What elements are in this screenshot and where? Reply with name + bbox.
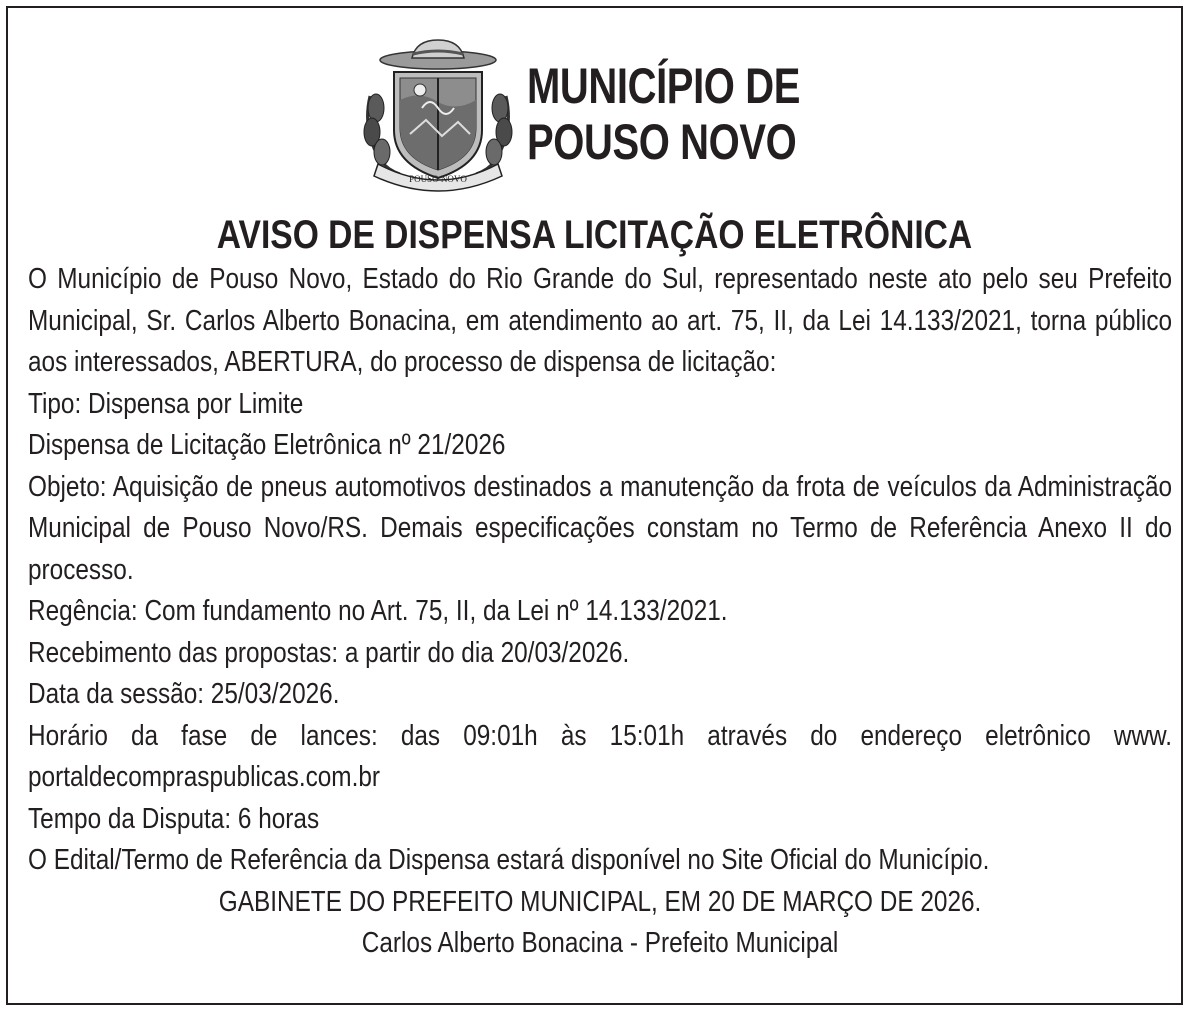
data-sessao-line: Data da sessão: 25/03/2026. [28, 678, 340, 710]
signature-line: Carlos Alberto Bonacina - Prefeito Municipal [361, 927, 839, 959]
numero-line: Dispensa de Licitação Eletrônica nº 21/2026 [28, 429, 506, 461]
notice-frame [6, 6, 1183, 1005]
intro-paragraph: O Município de Pouso Novo, Estado do Rio Grande do Sul, representado neste ato pelo seu Prefeito Municipal, Sr. Carlos Alberto Bonacina, em atendimento ao art. 75, II, da Lei 14.133/2021, torna público aos interessados, ABERTURA, do processo de dispensa de licitação: [28, 263, 1173, 378]
header [8, 8, 1181, 203]
municipal-crest-icon [360, 38, 516, 196]
notice-title: AVISO DE DISPENSA LICITAÇÃO ELETRÔNICA [216, 213, 973, 257]
recebimento-line: Recebimento das propostas: a partir do dia 20/03/2026. [28, 636, 630, 669]
horario-paragraph: Horário da fase de lances: das 09:01h às 15:01h através do endereço eletrônico www. portaldecompraspublicas.com.br [28, 719, 1173, 793]
gabinete-line: GABINETE DO PREFEITO MUNICIPAL, EM 20 DE MARÇO DE 2026. [218, 885, 982, 918]
tempo-line: Tempo da Disputa: 6 horas [28, 802, 320, 835]
municipality-line-1: MUNICÍPIO DE [527, 58, 800, 114]
regencia-line: Regência: Com fundamento no Art. 75, II, da Lei nº 14.133/2021. [28, 595, 728, 627]
tipo-line: Tipo: Dispensa por Limite [28, 387, 304, 420]
objeto-paragraph: Objeto: Aquisição de pneus automotivos destinados a manutenção da frota de veículos da Administração Municipal de Pouso Novo/RS. Demais especificações constam no Termo de Referência Anexo II do processo. [28, 470, 1173, 586]
edital-line: O Edital/Termo de Referência da Dispensa estará disponível no Site Oficial do Município. [28, 844, 990, 876]
municipality-line-2: POUSO NOVO [527, 114, 797, 170]
crest-ribbon-text: POUSO NOVO [409, 174, 467, 184]
notice-body [28, 259, 1172, 965]
municipality-name [527, 58, 800, 170]
